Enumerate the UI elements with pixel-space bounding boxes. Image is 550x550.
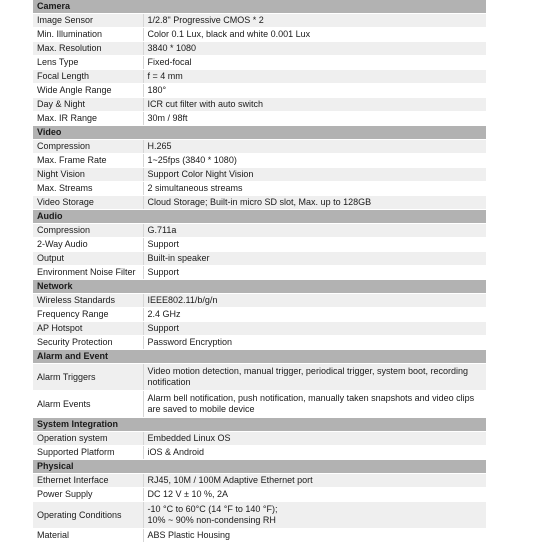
spec-label: Focal Length — [33, 70, 143, 84]
spec-value-line: notification — [147, 377, 191, 387]
spec-label: Material — [33, 529, 143, 543]
spec-value — [143, 308, 486, 322]
spec-value-line: are saved to mobile device — [147, 404, 255, 414]
spec-value — [143, 168, 486, 182]
spec-value-line: IEEE802.11/b/g/n — [147, 295, 218, 305]
spec-label: Security Protection — [33, 336, 143, 350]
spec-label: Min. Illumination — [33, 28, 143, 42]
spec-row — [33, 391, 486, 418]
spec-value — [143, 446, 486, 460]
spec-label: Environment Noise Filter — [33, 266, 143, 280]
spec-label: Day & Night — [33, 98, 143, 112]
spec-value-line: 10% ~ 90% non-condensing RH — [147, 515, 276, 525]
spec-label: Ethernet Interface — [33, 474, 143, 488]
spec-row — [33, 98, 486, 112]
spec-value-line: 2.4 GHz — [147, 309, 181, 319]
spec-row — [33, 14, 486, 28]
spec-value — [143, 488, 486, 502]
spec-value — [143, 529, 486, 543]
spec-label: 2-Way Audio — [33, 238, 143, 252]
spec-value-line: Video motion detection, manual trigger, periodical trigger, system boot, recording — [147, 366, 469, 376]
spec-row — [33, 224, 486, 238]
spec-value-line: iOS & Android — [147, 447, 205, 457]
section-header — [33, 210, 486, 224]
spec-row — [33, 196, 486, 210]
spec-label: Power Supply — [33, 488, 143, 502]
spec-row — [33, 364, 486, 391]
spec-table-body — [33, 0, 486, 543]
spec-row — [33, 42, 486, 56]
spec-value — [143, 196, 486, 210]
spec-row — [33, 266, 486, 280]
spec-value — [143, 502, 486, 529]
spec-value — [143, 224, 486, 238]
spec-label: Frequency Range — [33, 308, 143, 322]
spec-value — [143, 14, 486, 28]
spec-value-line: 1~25fps (3840 * 1080) — [147, 155, 237, 165]
spec-label: AP Hotspot — [33, 322, 143, 336]
spec-row — [33, 238, 486, 252]
spec-value-line: Embedded Linux OS — [147, 433, 231, 443]
spec-label: Image Sensor — [33, 14, 143, 28]
section-title: Physical — [33, 460, 486, 474]
spec-label: Compression — [33, 224, 143, 238]
spec-row — [33, 529, 486, 543]
spec-value-line: DC 12 V ± 10 %, 2A — [147, 489, 228, 499]
spec-value-line: Color 0.1 Lux, black and white 0.001 Lux — [147, 29, 311, 39]
spec-label: Output — [33, 252, 143, 266]
spec-value — [143, 238, 486, 252]
spec-label: Night Vision — [33, 168, 143, 182]
spec-value-line: f = 4 mm — [147, 71, 183, 81]
spec-row — [33, 182, 486, 196]
spec-value — [143, 154, 486, 168]
spec-value — [143, 28, 486, 42]
spec-value-line: 30m / 98ft — [147, 113, 188, 123]
spec-value — [143, 56, 486, 70]
spec-value-line: RJ45, 10M / 100M Adaptive Ethernet port — [147, 475, 313, 485]
spec-row — [33, 252, 486, 266]
spec-label: Operating Conditions — [33, 502, 143, 529]
spec-value — [143, 70, 486, 84]
spec-label: Max. IR Range — [33, 112, 143, 126]
spec-row — [33, 140, 486, 154]
spec-row — [33, 28, 486, 42]
spec-label: Wide Angle Range — [33, 84, 143, 98]
spec-label: Compression — [33, 140, 143, 154]
spec-value — [143, 42, 486, 56]
spec-label: Video Storage — [33, 196, 143, 210]
spec-row — [33, 502, 486, 529]
spec-label: Wireless Standards — [33, 294, 143, 308]
spec-value — [143, 252, 486, 266]
spec-value — [143, 112, 486, 126]
section-title: Network — [33, 280, 486, 294]
section-header — [33, 460, 486, 474]
spec-value-line: Support — [147, 323, 180, 333]
section-title: Camera — [33, 0, 486, 14]
spec-row — [33, 154, 486, 168]
spec-value-line: 1/2.8" Progressive CMOS * 2 — [147, 15, 264, 25]
spec-label: Max. Frame Rate — [33, 154, 143, 168]
spec-row — [33, 446, 486, 460]
spec-value-line: 3840 * 1080 — [147, 43, 197, 53]
spec-value — [143, 182, 486, 196]
spec-value-line: Support — [147, 267, 180, 277]
spec-value-line: Fixed-focal — [147, 57, 192, 67]
spec-row — [33, 474, 486, 488]
spec-value — [143, 140, 486, 154]
spec-row — [33, 308, 486, 322]
spec-value-line: ABS Plastic Housing — [147, 530, 231, 540]
section-title: Alarm and Event — [33, 350, 486, 364]
spec-value-line: Cloud Storage; Built-in micro SD slot, Max. up to 128GB — [147, 197, 372, 207]
spec-value-line: Support Color Night Vision — [147, 169, 254, 179]
spec-value-line: 180° — [147, 85, 167, 95]
spec-row — [33, 432, 486, 446]
spec-value — [143, 432, 486, 446]
spec-value — [143, 336, 486, 350]
spec-value — [143, 98, 486, 112]
section-header — [33, 280, 486, 294]
spec-table — [33, 0, 486, 543]
spec-row — [33, 112, 486, 126]
spec-label: Operation system — [33, 432, 143, 446]
spec-value-line: H.265 — [147, 141, 172, 151]
spec-value — [143, 294, 486, 308]
spec-value-line: G.711a — [147, 225, 177, 235]
section-header — [33, 126, 486, 140]
spec-row — [33, 70, 486, 84]
spec-value — [143, 364, 486, 391]
spec-row — [33, 84, 486, 98]
spec-value — [143, 266, 486, 280]
spec-label: Alarm Triggers — [33, 364, 143, 391]
spec-row — [33, 294, 486, 308]
spec-row — [33, 336, 486, 350]
spec-value-line: Built-in speaker — [147, 253, 210, 263]
spec-value-line: Support — [147, 239, 180, 249]
spec-value — [143, 474, 486, 488]
spec-value-line: -10 °C to 60°C (14 °F to 140 °F); — [147, 504, 278, 514]
spec-value-line: Alarm bell notification, push notification, manually taken snapshots and video clips — [147, 393, 475, 403]
spec-label: Max. Streams — [33, 182, 143, 196]
section-header — [33, 0, 486, 14]
spec-value — [143, 391, 486, 418]
spec-row — [33, 488, 486, 502]
spec-value-line: Password Encryption — [147, 337, 233, 347]
section-header — [33, 350, 486, 364]
spec-label: Lens Type — [33, 56, 143, 70]
section-title: Audio — [33, 210, 486, 224]
spec-row — [33, 322, 486, 336]
section-title: Video — [33, 126, 486, 140]
spec-label: Max. Resolution — [33, 42, 143, 56]
spec-label: Supported Platform — [33, 446, 143, 460]
section-title: System Integration — [33, 418, 486, 432]
spec-value — [143, 322, 486, 336]
spec-value — [143, 84, 486, 98]
spec-row — [33, 168, 486, 182]
spec-value-line: 2 simultaneous streams — [147, 183, 243, 193]
section-header — [33, 418, 486, 432]
spec-row — [33, 56, 486, 70]
spec-value-line: ICR cut filter with auto switch — [147, 99, 264, 109]
spec-label: Alarm Events — [33, 391, 143, 418]
